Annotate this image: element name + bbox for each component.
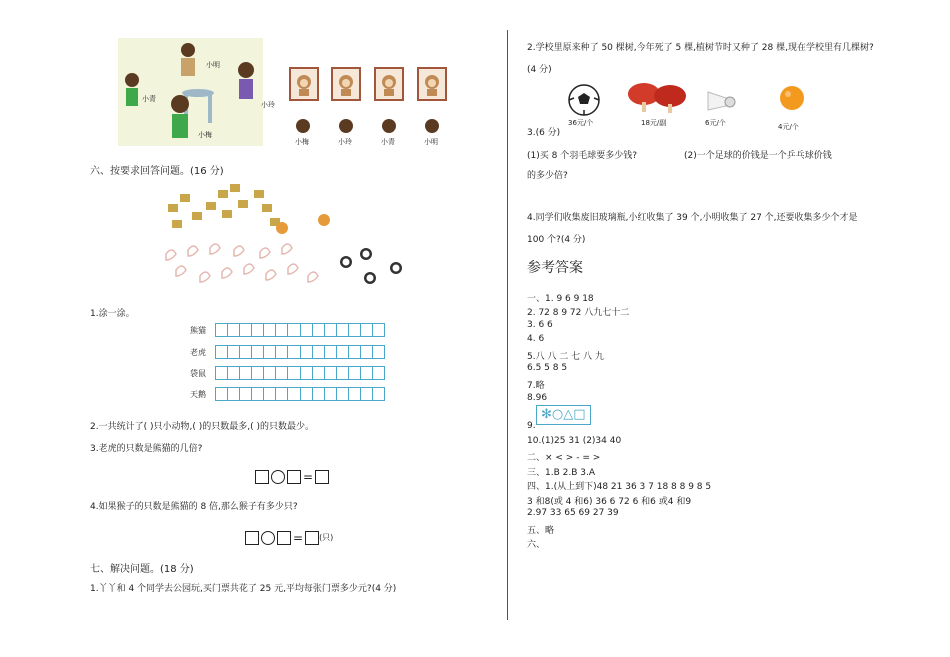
right-q3-a: (1)买 8 个羽毛球要多少钱? xyxy=(527,151,637,161)
monkey-frames xyxy=(288,66,448,102)
answer-line: 六、 xyxy=(527,540,546,550)
unit-label: (只) xyxy=(319,533,334,542)
section6-q1: 1.涂一涂。 xyxy=(90,309,135,319)
answer-line: 8.96 xyxy=(527,393,548,403)
answer-line: 10.(1)25 31 (2)34 40 xyxy=(527,436,622,446)
label-xiaoqing: 小青 xyxy=(142,95,156,103)
section7-heading: 七、解决问题。(18 分) xyxy=(90,564,194,575)
kid-head-icon xyxy=(382,119,396,133)
animals-cluster-illustration xyxy=(158,182,418,292)
right-q4-b: 100 个?(4 分) xyxy=(527,235,586,245)
price-soccer: 36元/个 xyxy=(568,119,594,127)
section6-q2: 2.一共统计了( )只小动物,( )的只数最多,( )的只数最少。 xyxy=(90,422,314,432)
kid-head-icon xyxy=(296,119,310,133)
right-q3: 3.(6 分) xyxy=(527,128,561,138)
kid-heads-row xyxy=(290,116,450,150)
right-q4: 4.同学们收集废旧玻璃瓶,小红收集了 39 个,小明收集了 27 个,还要收集多少个才是 xyxy=(527,213,858,223)
answer-line: 四、1.(从上到下)48 21 36 3 7 18 8 8 9 8 5 xyxy=(527,482,712,492)
tiger-icons xyxy=(276,214,330,234)
grid-row-panda[interactable] xyxy=(215,323,385,337)
answer-line: 6.5 5 8 5 xyxy=(527,363,568,373)
kids-scene-drawing xyxy=(118,38,263,146)
section6-q3: 3.老虎的只数是熊猫的几倍? xyxy=(90,444,203,454)
right-q2: 2.学校里原来种了 50 棵树,今年死了 5 棵,植树节时又种了 28 棵,现在学校里有几棵树? xyxy=(527,43,874,53)
grid-label-tiger: 老虎 xyxy=(190,348,206,357)
grid-label-panda: 熊猫 xyxy=(190,326,206,335)
label-xiaoming: 小明 xyxy=(206,61,220,69)
kid-label: 小明 xyxy=(424,138,438,146)
section6-heading: 六、按要求回答问题。(16 分) xyxy=(90,166,224,177)
monkey-frame-icon xyxy=(332,68,360,100)
kangaroo-icons xyxy=(168,184,280,228)
answer-line: 二、× < > - = > xyxy=(527,453,601,463)
answer-line: 7.略 xyxy=(527,381,545,391)
answer-line: 2.97 33 65 69 27 39 xyxy=(527,508,619,518)
monkey-frame-icon xyxy=(418,68,446,100)
kid-label: 小梅 xyxy=(295,138,309,146)
answer-line: 2. 72 8 9 72 八九七十二 xyxy=(527,308,630,318)
right-q3-b2: 的多少倍? xyxy=(527,171,568,181)
grid-label-kangaroo: 袋鼠 xyxy=(190,369,206,378)
price-shuttlecock: 6元/个 xyxy=(705,119,726,127)
symbols-sequence-box: ✻○△□ xyxy=(536,405,591,425)
shuttlecock-image xyxy=(704,88,736,118)
monkey-frame-icon xyxy=(290,68,318,100)
label-xiaoling: 小玲 xyxy=(261,101,275,109)
right-q3-b: (2)一个足球的价钱是一个乒乓球价钱 xyxy=(684,151,832,161)
answer-line: 3 和8(或 4 和6) 36 6 72 6 和6 或4 和9 xyxy=(527,497,692,507)
answer-line: 五、略 xyxy=(527,526,555,536)
kids-scene-illustration xyxy=(118,38,275,146)
kid-label: 小玲 xyxy=(338,138,352,146)
kid-head-icon xyxy=(425,119,439,133)
panda-icons xyxy=(340,248,402,284)
column-divider xyxy=(507,30,508,620)
answer-line: 一、1. 9 6 9 18 xyxy=(527,294,594,304)
soccer-ball-image xyxy=(568,84,600,120)
paddles-image xyxy=(626,82,688,118)
kid-head-icon xyxy=(339,119,353,133)
answer-line: 3. 6 6 xyxy=(527,320,553,330)
equation-box-q4[interactable]: = (只) xyxy=(245,527,333,546)
answers-title: 参考答案 xyxy=(527,260,583,276)
price-paddle: 18元/副 xyxy=(641,119,667,127)
monkey-frame-icon xyxy=(375,68,403,100)
label-xiaomei: 小梅 xyxy=(198,131,212,139)
grid-label-swan: 天鹅 xyxy=(190,390,206,399)
answer-line: 9. xyxy=(527,421,536,431)
answer-line: 三、1.B 2.B 3.A xyxy=(527,468,595,478)
answer-line: 4. 6 xyxy=(527,334,545,344)
grid-row-kangaroo[interactable] xyxy=(215,366,385,380)
kid-label: 小青 xyxy=(381,138,395,146)
section6-q4: 4.如果猴子的只数是熊猫的 8 倍,那么猴子有多少只? xyxy=(90,502,298,512)
grid-row-tiger[interactable] xyxy=(215,345,385,359)
right-q2-score: (4 分) xyxy=(527,65,552,75)
equation-box-q3[interactable]: = xyxy=(255,466,329,485)
answer-line: 5.八 八 二 七 八 九 xyxy=(527,352,604,362)
swan-icons xyxy=(166,244,318,282)
pingpong-ball-image xyxy=(778,84,806,116)
section7-q1: 1.丫丫和 4 个同学去公园玩,买门票共花了 25 元,平均每张门票多少元?(4 分) xyxy=(90,584,397,594)
price-pingpong: 4元/个 xyxy=(778,123,799,131)
grid-row-swan[interactable] xyxy=(215,387,385,401)
